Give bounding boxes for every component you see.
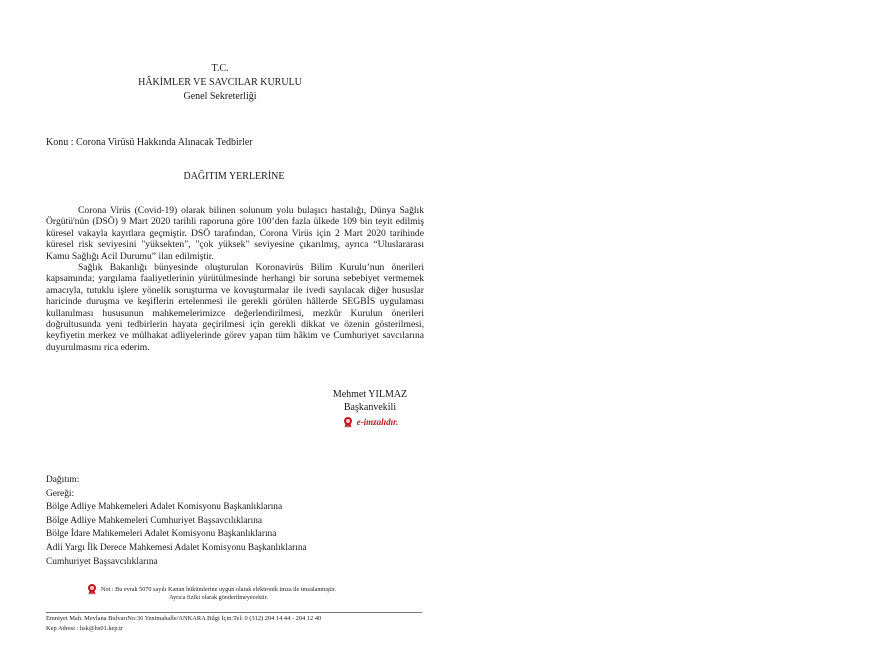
distribution-item: Adli Yargı İlk Derece Mahkemesi Adalet Komisyonu Başkanlıklarına <box>46 542 307 553</box>
signer-name: Mehmet YILMAZ <box>332 389 408 400</box>
body-paragraph-1: Corona Virüs (Covid-19) olarak bilinen solunum yolu bulaşıcı hastalığı, Dünya Sağlık Örgütü'nün (DSÖ) 9 Mart 2020 tarihli raporuna göre 100’den fazla ülkede 109 bin teyit edilmiş küresel vakayla kayıtlara geçmiştir. DSÖ tarafından, Corona Virüs için 2 Mart 2020 tarihinde küresel risk seviyesini "yüksekten", "çok yüksek" seviyesine çıkarılmış, ayrıca “Uluslararası Kamu Sağlığı Acil Durumu” ilan edilmiştir. <box>46 205 424 262</box>
letterhead <box>0 62 440 104</box>
e-signature <box>330 416 410 429</box>
footer <box>46 614 321 634</box>
note-line-1: Not : Bu evrak 5070 sayılı Kanun hükümlerine uygun olarak elektronik imza ile imzalanmıştır. <box>101 586 337 593</box>
distribution-item: Bölge İdare Mahkemeleri Adalet Komisyonu Başkanlıklarına <box>46 529 277 540</box>
note-line-2: Ayrıca fiziki olarak gönderilmeyecektir. <box>169 594 268 601</box>
distribution-title: DAĞITIM YERLERİNE <box>183 171 285 182</box>
distribution-heading: Dağıtım: <box>46 475 80 485</box>
footer-kep-address: Kep Adresi : hsk@hs01.kep.tr <box>46 625 124 632</box>
letter-body <box>46 205 424 353</box>
footer-address: Emniyet Mah. Mevlana BulvarıNo:36 Yenimahalle/ANKARA Bilgi İçin:Tel: 0 (312) 204 14 44 - 204 12 40 <box>46 615 322 622</box>
note-text <box>101 583 336 602</box>
seal-icon <box>342 416 354 428</box>
header-institution: HÂKİMLER VE SAVCILAR KURULU <box>138 77 302 88</box>
body-paragraph-2: Sağlık Bakanlığı bünyesinde oluşturulan Koronavirüs Bilim Kurulu’nun önerileri kapsamında; yargılama faaliyetlerinin yürütülmesinde herhangi bir soruna sebebiyet vermemek amacıyla, tutuklu işlere yönelik soruşturma ve kovuşturmalar ile ivedi sayılacak diğer hususlar haricinde duruşma ve keşiflerin ertelenmesi ile gerekli görülen hâllerde SEGBİS uygulaması kullanılması hususunun mahkemelerimizce değerlendirilmesi, mezkûr Kurulun önerileri doğrultusunda yeni tedbirlerin hayata geçirilmesi için gerekli dikkat ve özenin gösterilmesi, keyfiyetin merkez ve mülhakat adliyelerinde görev yapan tüm hâkim ve Cumhuriyet savcılarına duyurulmasını rica ederim. <box>46 262 424 353</box>
distribution-item: Bölge Adliye Mahkemeleri Cumhuriyet Başsavcılıklarına <box>46 515 263 526</box>
distribution-item: Bölge Adliye Mahkemeleri Adalet Komisyonu Başkanlıklarına <box>46 502 283 513</box>
header-department: Genel Sekreterliği <box>183 91 257 102</box>
signer-title: Başkanvekili <box>343 401 397 413</box>
signature-block <box>330 389 410 429</box>
seal-icon <box>86 583 98 595</box>
distribution-item: Cumhuriyet Başsavcılıklarına <box>46 556 158 567</box>
e-signature-label: e-imzalıdır. <box>356 417 399 427</box>
footer-divider <box>46 612 422 613</box>
distribution-list <box>46 474 307 569</box>
header-country: T.C. <box>211 63 229 74</box>
e-signature-note <box>86 583 336 602</box>
subject-line: Konu : Corona Virüsü Hakkında Alınacak Tedbirler <box>46 137 253 148</box>
distribution-subheading: Gereği: <box>46 488 75 499</box>
